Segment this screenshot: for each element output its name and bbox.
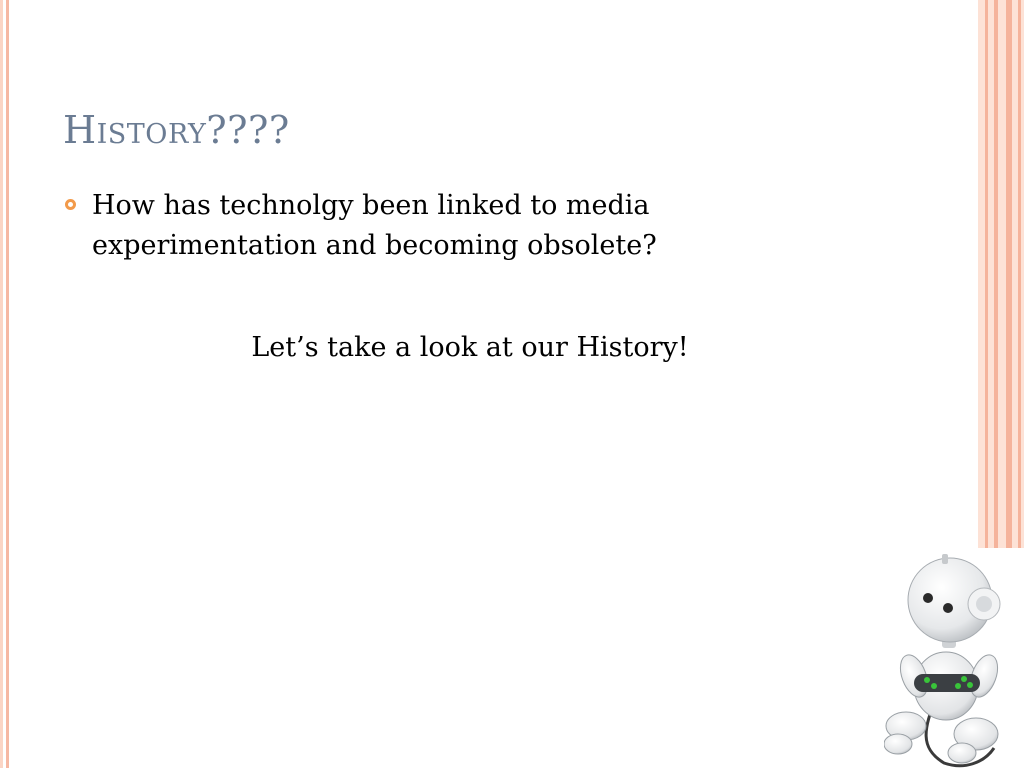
slide-title: History????: [63, 108, 290, 152]
right-border-stripe: [985, 0, 988, 550]
callout-text: Let’s take a look at our History!: [251, 332, 689, 363]
bullet-item: [63, 186, 783, 266]
right-border-stripe: [994, 0, 998, 550]
robot-icon: [884, 548, 1024, 768]
right-border-stripe: [1018, 0, 1021, 550]
bullet-circle-icon: [65, 199, 76, 210]
left-border-stripe: [0, 0, 3, 768]
left-border-stripe: [6, 0, 9, 768]
bullet-text: How has technolgy been linked to media experimentation and becoming obsolete?: [92, 190, 657, 261]
right-border-stripe: [1006, 0, 1012, 550]
bullet-list: [63, 186, 783, 266]
